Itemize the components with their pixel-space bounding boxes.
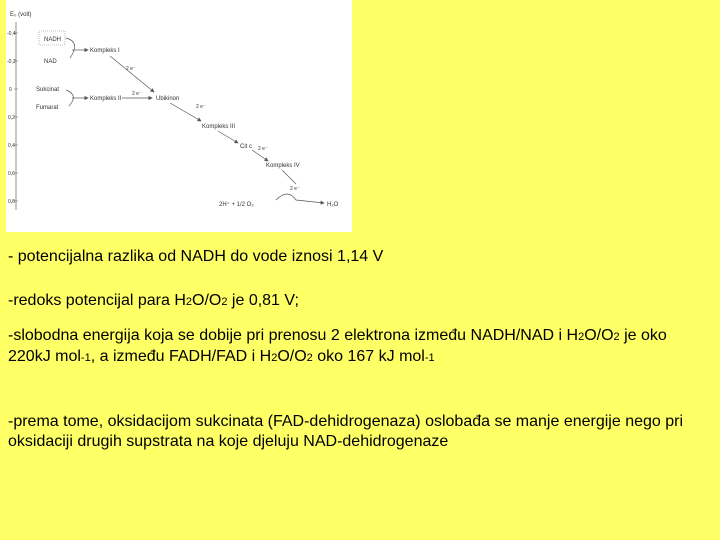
node-sukcinat: Sukcinat (36, 87, 60, 93)
subscript: 2 (271, 352, 278, 364)
arrow-k3-citc (218, 131, 238, 143)
subscript: 2 (185, 296, 192, 308)
paragraph-text: -slobodna energija koja se dobije pri prenosu 2 elektrona između NADH/NAD i H (8, 327, 579, 344)
subscript: 2 (613, 331, 620, 343)
node-kompleks2: Kompleks II (90, 96, 122, 102)
paragraph-succinate-oxidation (8, 412, 708, 452)
node-water: H₂O (327, 202, 339, 208)
node-oxygen: 2H⁺ + 1/2 O₂ (219, 202, 254, 208)
paragraph-text: O/O (192, 292, 222, 309)
node-citc: Cit c (240, 144, 252, 150)
node-kompleks3: Kompleks III (202, 124, 236, 130)
electron-label: 2 e⁻ (258, 146, 268, 152)
paragraph-free-energy (8, 326, 708, 368)
node-kompleks4: Kompleks IV (266, 163, 300, 169)
arrow-to-water (276, 194, 324, 203)
tick-label: 0,2 (8, 115, 15, 121)
superscript: -1 (80, 352, 91, 364)
tick-label: -0,4 (7, 31, 16, 37)
electron-label: 2 e⁻ (132, 91, 142, 97)
electron-label: 2 e⁻ (290, 186, 300, 192)
nadh-curve-arrow (66, 38, 75, 58)
electron-label: 2 e⁻ (196, 104, 206, 110)
node-kompleks1: Kompleks I (90, 48, 120, 54)
paragraph-text: -redoks potencijal para H (8, 292, 186, 309)
paragraph-redox-potential (8, 291, 708, 312)
paragraph-text: , a između FADH/FAD i H (90, 348, 272, 365)
node-fumarat: Fumarat (36, 105, 59, 111)
subscript: 2 (306, 352, 313, 364)
tick-label: 0,4 (8, 143, 15, 149)
redox-potential-diagram (6, 0, 352, 232)
paragraph-text: O/O (277, 348, 307, 365)
node-nadh: NADH (44, 37, 62, 43)
subscript: 2 (221, 296, 228, 308)
tick-label: 0,8 (8, 199, 15, 205)
arrow-k4-down (282, 170, 296, 184)
node-ubikinon: Ubikinon (156, 96, 180, 102)
arrow-k1-ubikinon (110, 56, 154, 92)
axis-label: E₀ (volt) (10, 12, 32, 18)
electron-label: 2 e⁻ (126, 66, 136, 72)
electron-transport-diagram (6, 0, 352, 232)
paragraph-text: - potencijalna razlika od NADH do vode iznosi 1,14 V (8, 248, 384, 265)
paragraph-potential-difference (8, 247, 708, 267)
paragraph-text: je 0,81 V; (227, 292, 299, 309)
tick-label: -0,2 (7, 59, 16, 65)
tick-label: 0,6 (8, 171, 15, 177)
paragraph-text: oko 167 kJ mol (312, 348, 425, 365)
paragraph-text: O/O (584, 327, 614, 344)
paragraph-text: je oko 220kJ mol (8, 327, 667, 365)
paragraph-text: -prema tome, oksidacijom sukcinata (FAD-dehidrogenaza) oslobađa se manje energije nego pri oksidaciji drugih supstrata na koje djeluju NAD-dehidrogenaze (8, 413, 684, 450)
tick-label: 0 (9, 87, 12, 93)
superscript: -1 (424, 352, 435, 364)
node-nad: NAD (44, 59, 57, 65)
subscript: 2 (578, 331, 585, 343)
